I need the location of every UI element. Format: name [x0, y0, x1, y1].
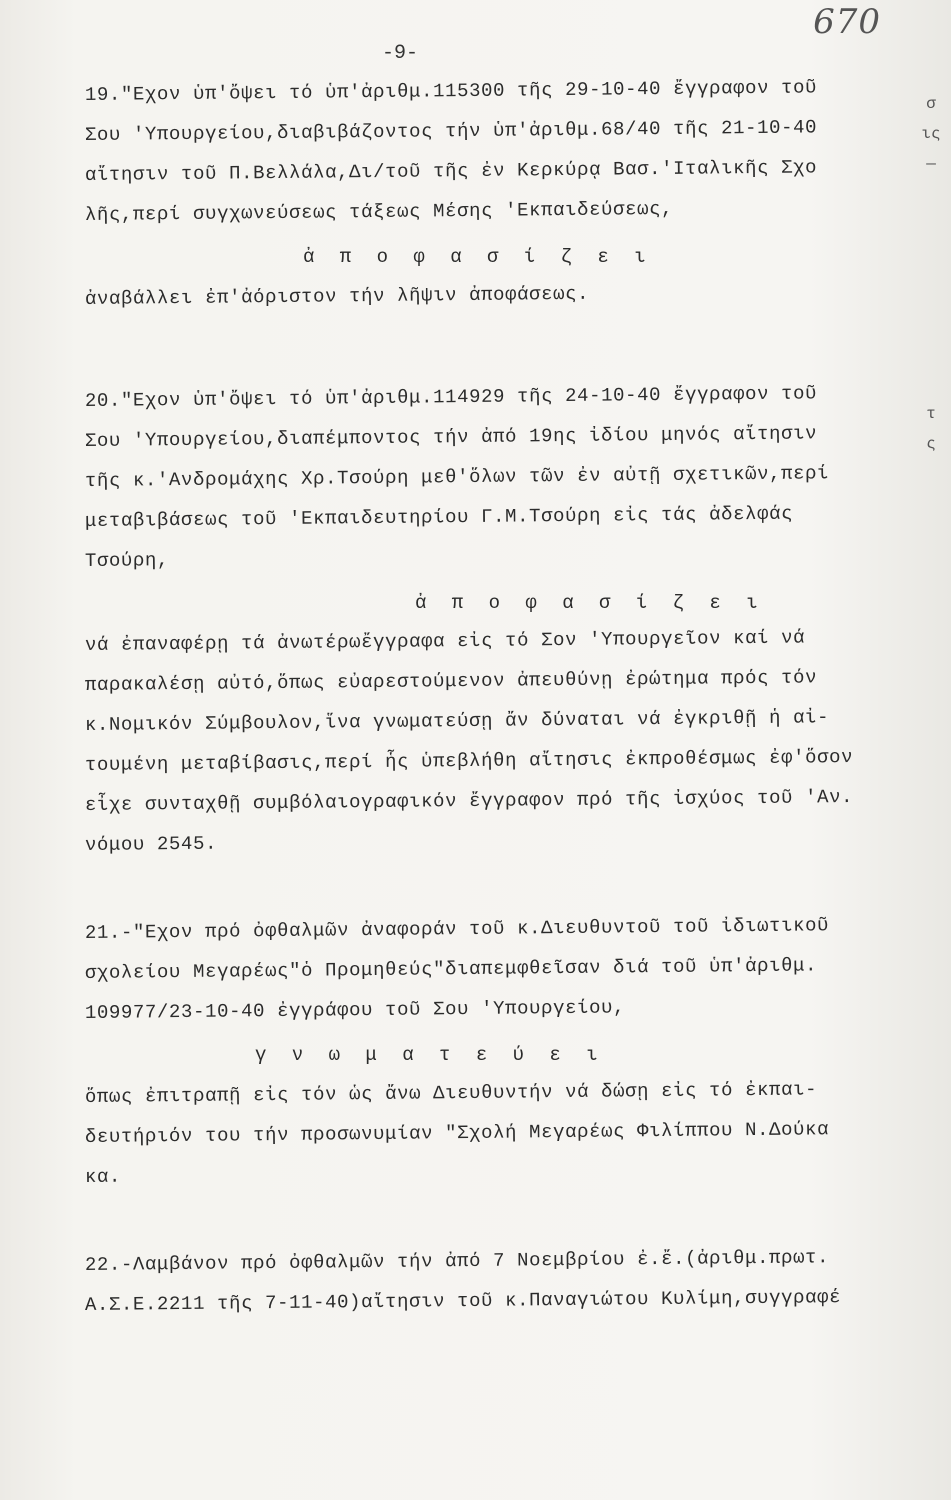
margin-spacer — [911, 185, 951, 405]
item-20 — [85, 381, 915, 865]
margin-mark: — — [926, 155, 936, 173]
text-line: τουμένη μεταβίβασις,περί ἧς ὑπεβλήθη αἴτησις ἐκπροθέσμως ἐφ'ὅσον — [84, 745, 854, 776]
item-22 — [85, 1245, 915, 1325]
archive-page-number: 670 — [813, 2, 881, 42]
text-line: ὅπως ἐπιτραπῇ εἰς τόν ὡς ἄνω Διευθυντήν νά δώσῃ εἰς τό ἐκπαι- — [84, 1078, 818, 1108]
text-line: νόμου 2545. — [84, 832, 218, 856]
document-body — [85, 75, 915, 1325]
text-line: λῆς,περί συγχωνεύσεως τάξεως Μέσης 'Εκπαιδεύσεως, — [84, 197, 674, 226]
text-line: εἶχε συνταχθῇ συμβόλαιογραφικόν ἔγγραφον πρό τῆς ἰσχύος τοῦ 'Αν. — [84, 785, 854, 816]
text-line: τῆς κ.'Ανδρομάχης Χρ.Τσούρη μεθ'ὅλων τῶν ἐν αὐτῇ σχετικῶν,περί — [84, 462, 830, 492]
item-19 — [85, 75, 915, 319]
text-line: παρακαλέσῃ αὐτό,ὅπως εὐαρεστούμενον ἀπευθύνῃ ἐρώτημα πρός τόν — [84, 666, 818, 696]
text-line: Τσούρη, — [84, 549, 170, 572]
item-21 — [85, 913, 915, 1197]
text-line: 19."Εχον ὑπ'ὄψει τό ὑπ'ἀριθμ.115300 τῆς 29-10-40 ἔγγραφον τοῦ — [84, 76, 818, 106]
margin-mark: ις — [921, 125, 941, 143]
text-line: μεταβιβάσεως τοῦ 'Εκπαιδευτηρίου Γ.Μ.Τσούρη εἰς τάς ἀδελφάς — [84, 502, 794, 532]
text-line: 109977/23-10-40 ἐγγράφου τοῦ Σου 'Υπουργείου, — [84, 996, 626, 1024]
text-line: 21.-"Εχον πρό ὀφθαλμῶν ἀναφοράν τοῦ κ.Διευθυντοῦ τοῦ ἰδιωτικοῦ — [84, 914, 830, 944]
margin-mark: ς — [926, 435, 936, 453]
text-line: κ.Νομικόν Σύμβουλον,ἵνα γνωματεύσῃ ἄν δύναται νά ἐγκριθῇ ἡ αἰ- — [84, 706, 830, 736]
text-line: κα. — [84, 1165, 122, 1188]
margin-mark: τ — [926, 405, 936, 423]
text-line: 22.-Λαμβάνον πρό ὀφθαλμῶν τήν ἀπό 7 Νοεμβρίου ἐ.ἔ.(ἀριθμ.πρωτ. — [84, 1246, 830, 1276]
text-line: Σου 'Υπουργείου,διαβιβάζοντος τήν ὑπ'ἀριθμ.68/40 τῆς 21-10-40 — [84, 116, 818, 146]
margin-annotations — [911, 95, 951, 465]
text-line: 20."Εχον ὑπ'ὄψει τό ὑπ'ἀριθμ.114929 τῆς 24-10-40 ἔγγραφον τοῦ — [84, 382, 818, 412]
text-line: Α.Σ.Ε.2211 τῆς 7-11-40)αἴτησιν τοῦ κ.Παναγιώτου Κυλίμη,συγγραφέ — [84, 1286, 842, 1316]
decision-heading: ἀ π ο φ α σ ί ζ ε ι — [415, 592, 765, 614]
decision-heading: γ ν ω μ α τ ε ύ ε ι — [255, 1044, 605, 1066]
spacer — [85, 319, 915, 381]
text-line: δευτήριόν του τήν προσωνυμίαν "Σχολή Μεγαρέως Φιλίππου Ν.Δούκα — [84, 1118, 830, 1148]
decision-heading: ἀ π ο φ α σ ί ζ ε ι — [303, 246, 653, 268]
text-line: σχολείου Μεγαρέως"ὁ Προμηθεύς"διαπεμφθεῖσαν διά τοῦ ὑπ'ἀριθμ. — [84, 954, 818, 984]
typed-page-number: -9- — [382, 42, 419, 65]
margin-mark: σ — [926, 95, 936, 113]
text-line: νά ἐπαναφέρῃ τά ἀνωτέρωἔγγραφα εἰς τό Σον 'Υπουργεῖον καί νά — [84, 626, 806, 656]
text-line: Σου 'Υπουργείου,διαπέμποντος τήν ἀπό 19ης ἰδίου μηνός αἴτησιν — [84, 422, 818, 452]
text-line: ἀναβάλλει ἐπ'ἀόριστον τήν λῆψιν ἀποφάσεως. — [84, 282, 590, 310]
text-line: αἴτησιν τοῦ Π.Βελλάλα,Δι/τοῦ τῆς ἐν Κερκύρᾳ Βασ.'Ιταλικῆς Σχο — [84, 156, 818, 186]
